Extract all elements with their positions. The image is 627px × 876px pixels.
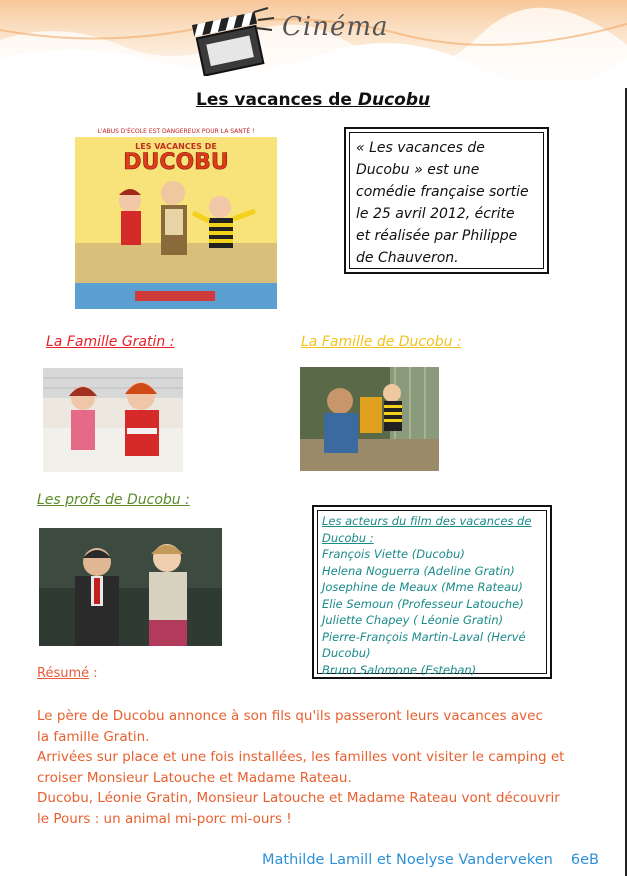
resume-line: Arrivées sur place et une fois installées, les familles vont visiter le camping et — [37, 749, 565, 765]
resume-line: croiser Monsieur Latouche et Madame Rateau. — [37, 769, 352, 786]
photo-profs — [39, 528, 222, 646]
movie-poster — [75, 123, 277, 309]
resume-text — [37, 706, 597, 829]
poster-title-small: LES VACANCES DE — [135, 142, 217, 151]
actors-heading-line1: Les acteurs du film des vacances de — [322, 514, 532, 528]
actor-item: Elie Semoun (Professeur Latouche) — [322, 596, 524, 611]
heading-profs: Les profs de Ducobu : — [37, 492, 190, 508]
info-line: et réalisée par Philippe — [356, 228, 518, 244]
actors-heading-line2: Ducobu : — [322, 530, 374, 545]
actor-item: Ducobu) — [322, 646, 371, 660]
heading-famille-gratin: La Famille Gratin : — [46, 334, 175, 350]
page-title — [196, 90, 430, 110]
info-line: le 25 avril 2012, écrite — [356, 206, 515, 222]
info-line: « Les vacances de — [356, 140, 485, 156]
resume-line: Ducobu, Léonie Gratin, Monsieur Latouche et Madame Rateau vont découvrir — [37, 790, 560, 806]
actor-item: Pierre-François Martin-Laval (Hervé — [322, 629, 526, 644]
resume-colon: : — [89, 666, 98, 681]
title-plain: Les vacances de — [196, 90, 358, 110]
clapperboard-icon — [188, 6, 278, 80]
resume-line: le Pours : un animal mi-porc mi-ours ! — [37, 810, 292, 827]
poster-banner: L'ABUS D'ÉCOLE EST DANGEREUX POUR LA SANTÉ ! — [97, 128, 255, 135]
actor-item: Josephine de Meaux (Mme Rateau) — [322, 580, 523, 594]
heading-famille-ducobu: La Famille de Ducobu : — [301, 334, 462, 350]
title-italic: Ducobu — [357, 90, 431, 110]
footer — [262, 852, 599, 868]
info-line: de Chauveron. — [356, 250, 459, 266]
info-line: comédie française sortie — [356, 184, 529, 200]
actors-box — [312, 505, 552, 679]
photo-famille-ducobu — [300, 367, 439, 471]
actor-item: Bruno Salomone (Esteban) — [322, 662, 477, 677]
resume-line: Le père de Ducobu annonce à son fils qu'ils passeront leurs vacances avec — [37, 708, 543, 724]
footer-authors: Mathilde Lamill et Noelyse Vanderveken — [262, 852, 553, 868]
photo-famille-gratin — [43, 368, 183, 472]
film-info-box — [344, 127, 549, 274]
actor-item: Juliette Chapey ( Léonie Gratin) — [322, 613, 504, 627]
resume-label: Résumé — [37, 666, 90, 681]
brand-cinema: Cinéma — [282, 12, 389, 42]
poster-title-big: DUCOBU — [123, 150, 229, 175]
info-line: Ducobu » est une — [356, 162, 480, 178]
actors-heading — [322, 513, 542, 546]
resume-line: la famille Gratin. — [37, 728, 150, 745]
actor-item: François Viette (Ducobu) — [322, 547, 465, 561]
actor-item: Helena Noguerra (Adeline Gratin) — [322, 563, 515, 578]
footer-class: 6eB — [570, 852, 599, 868]
resume-heading — [37, 666, 98, 681]
